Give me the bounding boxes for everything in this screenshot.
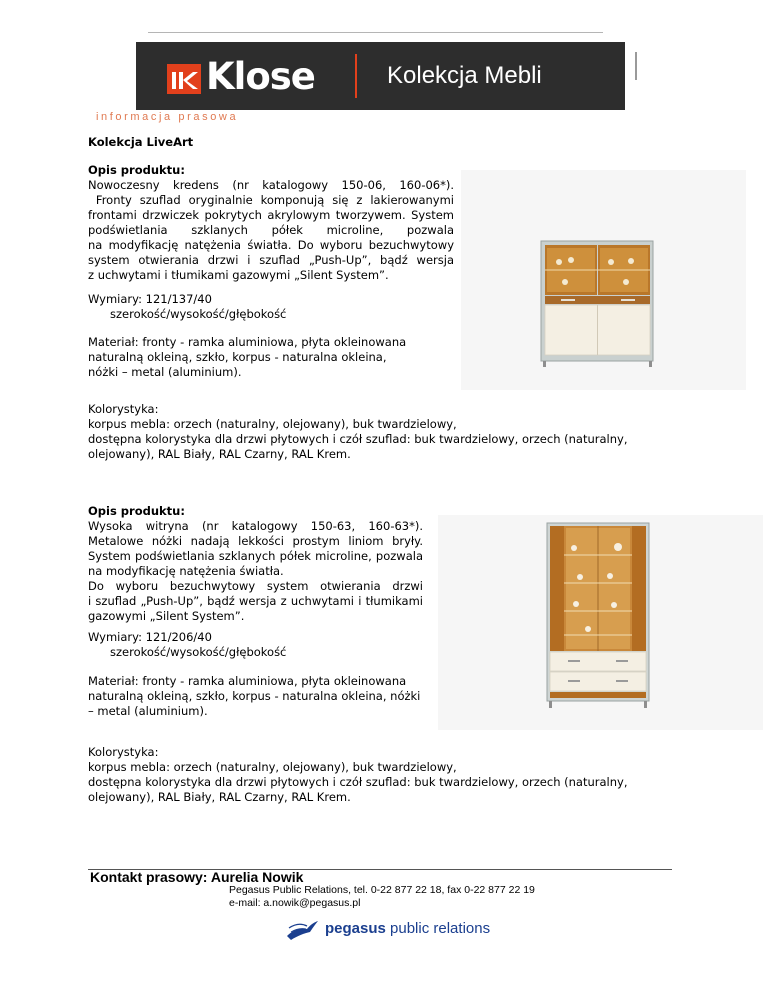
product1-line: frontami drzwiczek pokrytych akrylowym tworzywem. System <box>88 208 454 222</box>
product1-line: podświetlania szklanych półek microline, pozwala <box>88 223 454 237</box>
banner-divider <box>355 54 357 98</box>
product2-line: Do wyboru bezuchwytowy system otwierania drzwi <box>88 579 423 593</box>
product1-material: Materiał: fronty - ramka aluminiowa, płyta okleinowana naturalną okleiną, szkło, korpus - naturalna okleina, nóżki – metal (aluminium). <box>88 335 407 379</box>
pegasus-logo-text <box>325 919 490 939</box>
product1-line: na modyfikację natężenia światła. Do wyboru bezuchwytowy <box>88 238 454 252</box>
product2-colors-heading: Kolorystyka: <box>88 745 159 759</box>
pegasus-logo-bold: pegasus <box>325 920 386 937</box>
banner-tick <box>635 52 637 80</box>
press-info-label: informacja prasowa <box>96 111 239 123</box>
product2-line: System podświetlania szklanych półek microline, pozwala <box>88 549 423 563</box>
product1-description <box>88 163 454 283</box>
product2-material: Materiał: fronty - ramka aluminiowa, płyta okleinowana naturalną okleiną, szkło, korpus - naturalna okleina, nóżki – metal (aluminium). <box>88 674 421 718</box>
sideboard-image <box>461 170 746 390</box>
product2-colors-doors: dostępna kolorystyka dla drzwi płytowych i czół szuflad: buk twardzielowy, orzech (naturalny, olejowany), RAL Biały, RAL Czarny, RAL Krem. <box>88 775 628 804</box>
product1-dimensions-value: Wymiary: 121/137/40 <box>88 292 212 306</box>
product2-heading: Opis produktu: <box>88 504 185 518</box>
contact-title: Kontakt prasowy: Aurelia Nowik <box>90 869 304 885</box>
product2-dimensions-value: Wymiary: 121/206/40 <box>88 630 212 644</box>
product2-line: na modyfikację natężenia światła. <box>88 564 284 578</box>
product2-line: Metalowe nóżki nadają lekkości prostym liniom bryły. <box>88 534 423 548</box>
banner-title: Kolekcja Mebli <box>387 62 542 89</box>
brand-name: Klose <box>206 55 315 98</box>
product1-dimensions <box>88 292 286 322</box>
product1-line: Nowoczesny kredens (nr katalogowy 150-06, 160-06*). <box>88 178 454 192</box>
contact-email: e-mail: a.nowik@pegasus.pl <box>229 897 361 909</box>
product2-line: gazowymi „Silent System”. <box>88 609 245 623</box>
product2-colors <box>88 745 648 805</box>
product1-dimensions-note: szerokość/wysokość/głębokość <box>110 307 287 321</box>
product2-dimensions <box>88 630 286 660</box>
product1-colors <box>88 402 648 462</box>
top-rule <box>148 32 603 33</box>
contact-address: Pegasus Public Relations, tel. 0-22 877 22 18, fax 0-22 877 22 19 <box>229 884 535 896</box>
product2-colors-body: korpus mebla: orzech (naturalny, olejowany), buk twardzielowy, <box>88 760 457 774</box>
product1-colors-doors: dostępna kolorystyka dla drzwi płytowych i czół szuflad: buk twardzielowy, orzech (naturalny, olejowany), RAL Biały, RAL Czarny, RAL Krem. <box>88 432 628 461</box>
product2-description <box>88 504 423 624</box>
pegasus-logo-rest: public relations <box>385 920 491 937</box>
product1-line: system otwierania drzwi i szuflad „Push-Up”, bądź wersja <box>88 253 454 267</box>
product1-colors-heading: Kolorystyka: <box>88 402 159 416</box>
product1-line: Fronty szuflad oryginalnie komponują się z lakierowanymi <box>88 193 454 207</box>
klose-logo-icon <box>167 64 201 94</box>
product2-line: Wysoka witryna (nr katalogowy 150-63, 160-63*). <box>88 519 423 533</box>
product2-dimensions-note: szerokość/wysokość/głębokość <box>110 645 287 659</box>
product1-colors-body: korpus mebla: orzech (naturalny, olejowany), buk twardzielowy, <box>88 417 457 431</box>
product2-line: i szuflad „Push-Up”, bądź wersja z uchwytami i tłumikami <box>88 594 423 608</box>
product1-heading: Opis produktu: <box>88 163 185 177</box>
display-cabinet-image <box>438 515 763 730</box>
collection-name: Kolekcja LiveArt <box>88 135 194 149</box>
product1-line: z uchwytami i tłumikami gazowymi „Silent System”. <box>88 268 389 282</box>
pegasus-logo-icon <box>285 918 319 942</box>
